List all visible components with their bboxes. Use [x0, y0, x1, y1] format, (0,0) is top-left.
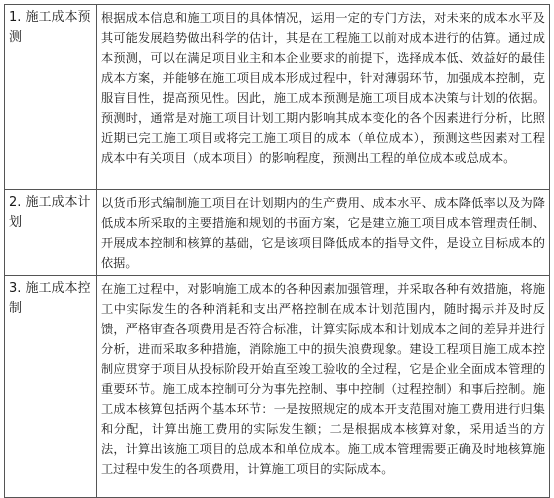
table-row — [5, 276, 550, 498]
cost-management-table — [4, 4, 550, 498]
section-body-cost-forecast: 根据成本信息和施工项目的具体情况，运用一定的专门方法，对未来的成本水平及其可能发展趋势做出科学的估计，其是在工程施工以前对成本进行的估算。通过成本预测，可以在满足项目业主和本企业要求的前提下，选择成本低、效益好的最佳成本方案，并能够在施工项目成本形成过程中，针对薄弱环节，加强成本控制，克服盲目性，提高预见性。因此，施工成本预测是施工项目成本决策与计划的依据。预测时，通常是对施工项目计划工期内影响其成本变化的各个因素进行分析，比照近期已完工施工项目或将完工施工项目的成本（单位成本），预测这些因素对工程成本中有关项目（成本项目）的影响程度，预测出工程的单位成本或总成本。 — [97, 5, 550, 190]
table-row — [5, 5, 550, 190]
section-title-cost-forecast: 1. 施工成本预测 — [5, 5, 97, 190]
section-body-cost-control: 在施工过程中，对影响施工成本的各种因素加强管理，并采取各种有效措施，将施工中实际发生的各种消耗和支出严格控制在成本计划范围内，随时揭示并及时反馈，严格审查各项费用是否符合标准，计算实际成本和计划成本之间的差异并进行分析，进而采取多种措施，消除施工中的损失浪费现象。建设工程项目施工成本控制应贯穿于项目从投标阶段开始直至竣工验收的全过程，它是企业全面成本管理的重要环节。施工成本控制可分为事先控制、事中控制（过程控制）和事后控制。施工成本核算包括两个基本环节：一是按照规定的成本开支范围对施工费用进行归集和分配，计算出施工费用的实际发生额；二是根据成本核算对象，采用适当的方法，计算出该施工项目的总成本和单位成本。施工成本管理需要正确及时地核算施工过程中发生的各项费用，计算施工项目的实际成本。 — [97, 276, 550, 498]
section-title-cost-plan: 2. 施工成本计划 — [5, 190, 97, 276]
section-title-cost-control: 3. 施工成本控制 — [5, 276, 97, 498]
section-body-cost-plan: 以货币形式编制施工项目在计划期内的生产费用、成本水平、成本降低率以及为降低成本所采取的主要措施和规划的书面方案，它是建立施工项目成本管理责任制、开展成本控制和核算的基础，它是该项目降低成本的指导文件，是设立目标成本的依据。 — [97, 190, 550, 276]
table-row — [5, 190, 550, 276]
